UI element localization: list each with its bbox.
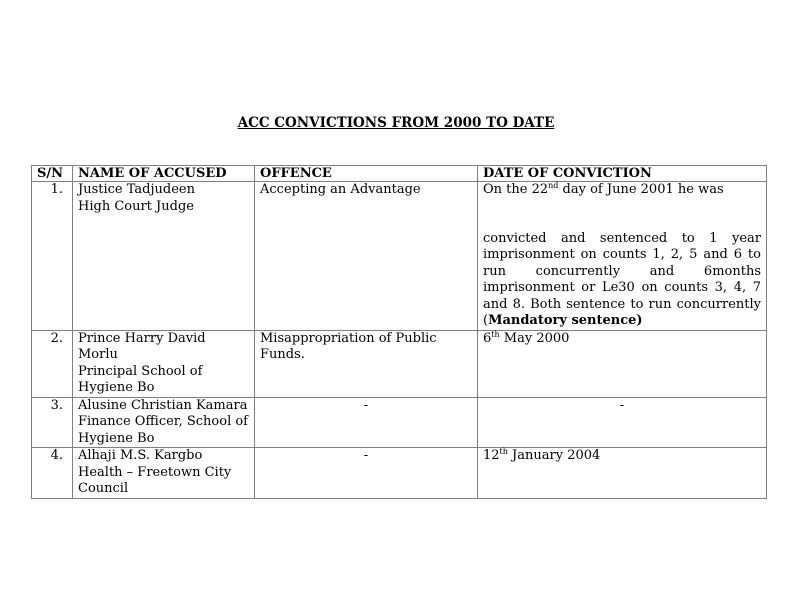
offence-cell: - — [255, 397, 478, 448]
conviction-date: 12th January 2004 — [483, 447, 601, 463]
row-sn: 3. — [32, 397, 73, 448]
accused-name: Prince Harry David Morlu — [78, 330, 206, 362]
accused-name: Alhaji M.S. Kargbo — [78, 448, 203, 463]
date-cell: - — [478, 397, 767, 448]
date-cell — [478, 182, 767, 331]
accused-title: Health – Freetown City Council — [78, 464, 232, 496]
document-title: ACC CONVICTIONS FROM 2000 TO DATE — [237, 115, 555, 131]
header-offence: OFFENCE — [255, 166, 478, 182]
date-cell — [478, 330, 767, 397]
accused-name: Justice Tadjudeen — [78, 182, 195, 197]
header-date: DATE OF CONVICTION — [478, 166, 767, 182]
accused-cell — [73, 182, 255, 331]
conviction-date: On the 22nd day of June 2001 he was — [483, 181, 724, 197]
accused-title: Principal School of Hygiene Bo — [78, 363, 203, 395]
offence-cell: Misappropriation of Public Funds. — [255, 330, 478, 397]
date-cell — [478, 448, 767, 499]
offence-cell: - — [255, 448, 478, 499]
sentence-text: convicted and sentenced to 1 year imprisonment on counts 1, 2, 5 and 6 to run concurrently and 6months imprisonment or Le30 on counts 3, 4, 7 and 8. Both sentence to run concurrently (Mandatory sentence) — [483, 230, 761, 328]
table-row — [32, 182, 767, 331]
conviction-date: 6th May 2000 — [483, 329, 570, 346]
row-sn: 1. — [32, 182, 73, 331]
table-row — [32, 330, 767, 397]
row-sn: 2. — [32, 330, 73, 397]
accused-title: Finance Officer, School of Hygiene Bo — [78, 414, 248, 446]
accused-cell — [73, 397, 255, 448]
accused-cell — [73, 330, 255, 397]
table-row — [32, 397, 767, 448]
table-row — [32, 448, 767, 499]
convictions-table — [31, 165, 767, 499]
offence-cell: Accepting an Advantage — [255, 182, 478, 331]
header-sn: S/N — [32, 166, 73, 182]
row-sn: 4. — [32, 448, 73, 499]
header-name: NAME OF ACCUSED — [73, 166, 255, 182]
table-header-row — [32, 166, 767, 182]
accused-title: High Court Judge — [78, 198, 194, 214]
sentence-bold: Mandatory sentence) — [488, 313, 643, 328]
accused-cell — [73, 448, 255, 499]
accused-name: Alusine Christian Kamara — [78, 397, 248, 413]
